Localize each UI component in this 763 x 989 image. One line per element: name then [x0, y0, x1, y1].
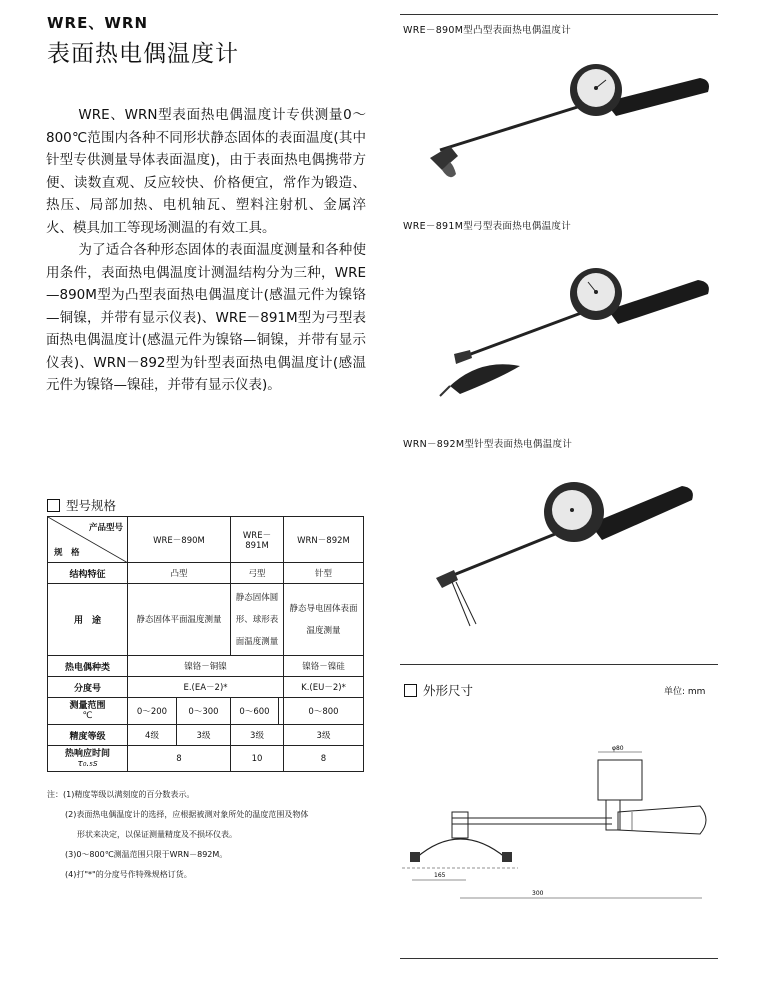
range-unit: ℃	[82, 711, 93, 721]
table-cell: 0～200	[128, 698, 177, 725]
note-1: 注：(1)精度等级以满刻度的百分数表示。	[47, 790, 195, 799]
outline-drawing	[402, 740, 718, 915]
table-cell: 3级	[284, 725, 364, 746]
corner-bottom-label: 规 格	[54, 548, 80, 558]
dim-165-label: 165	[434, 872, 446, 879]
note-3: (3)0～800℃测温范围只限于WRN－892M。	[65, 850, 228, 859]
corner-top-label: 产品型号	[88, 523, 123, 533]
spec-section-heading	[47, 496, 116, 514]
table-cell: 静态固体圆形、球形表面温度测量	[231, 584, 284, 656]
row-label	[48, 746, 128, 772]
model-header: WRE－890M	[128, 517, 231, 563]
table-cell: 0～600	[231, 698, 279, 725]
model-header: WRE－891M	[231, 517, 284, 563]
intro-text	[46, 104, 366, 397]
bottom-rule	[400, 958, 718, 959]
table-cell: E.(EA－2)*	[128, 677, 284, 698]
note-2: (2)表面热电偶温度计的选择，应根据被测对象所处的温度范围及物体	[65, 810, 309, 819]
table-cell: 镍铬－铜镍	[128, 656, 284, 677]
spec-table	[47, 516, 364, 772]
table-cell: 镍铬－镍硅	[284, 656, 364, 677]
table-cell: 静态固体平面温度测量	[128, 584, 231, 656]
table-row	[48, 698, 364, 725]
row-label: 结构特征	[48, 563, 128, 584]
model-header: WRN－892M	[284, 517, 364, 563]
brand-heading: WRE、WRN	[47, 14, 148, 32]
corner-cell	[48, 517, 128, 563]
intro-paragraph-1: WRE、WRN型表面热电偶温度计专供测量0～800℃范围内各种不同形状静态固体的表面温度(其中针型专供测量导体表面温度)，由于表面热电偶携带方便、读数直观、反应较快、价格便宜，常作为锻造、热压、局部加热、电机轴瓦、塑料注射机、金属淬火、模具加工等现场测温的有效工具。	[46, 107, 366, 236]
table-row	[48, 584, 364, 656]
table-cell: 4级	[128, 725, 177, 746]
row-label: 热电偶种类	[48, 656, 128, 677]
page-title: 表面热电偶温度计	[47, 41, 239, 67]
table-row	[48, 656, 364, 677]
table-cell: 10	[231, 746, 284, 772]
table-cell: K.(EU－2)*	[284, 677, 364, 698]
table-cell: 凸型	[128, 563, 231, 584]
table-cell: 0～800	[284, 698, 364, 725]
checkbox-icon	[404, 684, 417, 697]
intro-paragraph-2: 为了适合各种形态固体的表面温度测量和各种使用条件，表面热电偶温度计测温结构分为三种，WRE—890M型为凸型表面热电偶温度计(感温元件为镍铬—铜镍，并带有显示仪表)、WRE－891M型为弓型表面热电偶温度计(感温元件为镍铬—铜镍，并带有显示仪表)、WRN－892型为针型表面热电偶温度计(感温元件为镍铬—镍硅，并带有显示仪表)。	[46, 242, 366, 393]
resp-label: 热响应时间	[64, 748, 110, 759]
note-4: (4)打"*"的分度号作特殊规格订货。	[65, 870, 192, 879]
resp-symbol: τ₀.₅s	[77, 758, 98, 769]
table-cell: 8	[284, 746, 364, 772]
row-label: 精度等级	[48, 725, 128, 746]
table-row	[48, 746, 364, 772]
table-cell: 3级	[177, 725, 231, 746]
outline-section-title: 外形尺寸	[423, 683, 474, 698]
table-cell: 0～300	[177, 698, 231, 725]
photo-caption-891m: WRE－891M型弓型表面热电偶温度计	[403, 221, 572, 232]
table-cell: 静态导电固体表面温度测量	[284, 584, 364, 656]
wre-890m-photo	[420, 58, 720, 198]
table-row	[48, 563, 364, 584]
wre-891m-photo	[420, 258, 720, 408]
table-cell: 8	[128, 746, 231, 772]
outline-rule	[400, 664, 718, 665]
row-label	[48, 698, 128, 725]
note-2-cont: 形状来决定，以保证测量精度及不损坏仪表。	[77, 830, 237, 839]
range-label: 测量范围	[69, 701, 106, 711]
photo-caption-890m: WRE－890M型凸型表面热电偶温度计	[403, 25, 572, 36]
unit-label: 单位: mm	[664, 687, 706, 697]
table-row	[48, 677, 364, 698]
top-rule	[400, 14, 718, 15]
table-cell: 3级	[231, 725, 284, 746]
table-cell: 针型	[284, 563, 364, 584]
row-label: 分度号	[48, 677, 128, 698]
dim-dia-label: φ80	[612, 745, 624, 752]
notes	[47, 785, 377, 885]
photo-caption-892m: WRN－892M型针型表面热电偶温度计	[403, 439, 573, 450]
dim-300-label: 300	[532, 890, 544, 897]
table-row	[48, 517, 364, 563]
outline-section-heading	[404, 681, 473, 699]
spec-section-title: 型号规格	[66, 498, 117, 513]
wre-892m-photo	[420, 470, 720, 630]
table-cell: 弓型	[231, 563, 284, 584]
row-label: 用 途	[48, 584, 128, 656]
table-row	[48, 725, 364, 746]
checkbox-icon	[47, 499, 60, 512]
